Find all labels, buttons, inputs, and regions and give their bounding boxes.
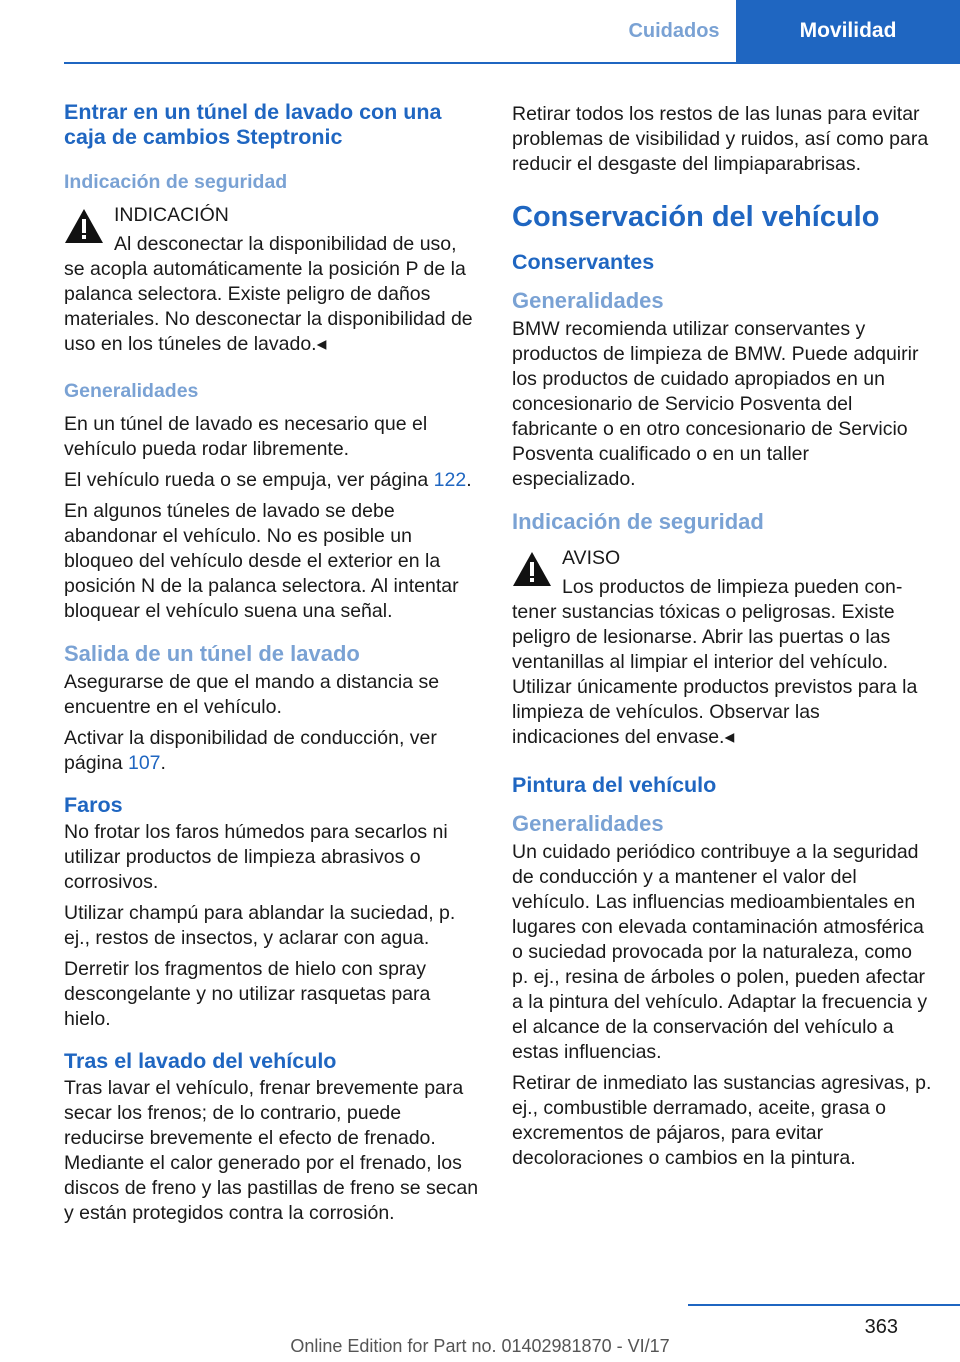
paragraph-windows: Retirar todos los restos de las lunas para evitar problemas de visibilidad y ruidos, así como para reducir el desgaste del limpiaparabrisas.: [512, 103, 929, 175]
warning-triangle-icon: [64, 208, 104, 244]
warning-triangle-icon: [512, 551, 552, 587]
paragraph-aggressive: Retirar de inmediato las sustancias agresivas, p. ej., combustible derramado, aceite, grasa o excrementos de pájaros, para evitar decoloraciones o cambios en la pintura.: [512, 1072, 932, 1169]
paragraph-drive-ready: [64, 726, 480, 776]
paragraph-faros-1: No frotar los faros húmedos para secarlos ni utilizar productos de limpieza abrasivos o corrosivos.: [64, 821, 448, 893]
heading-safety-left: Indicación de seguridad: [64, 171, 288, 193]
warning-label: AVISO: [562, 547, 621, 569]
notice-block: [64, 203, 480, 257]
header-divider: [64, 62, 960, 64]
notice-label: INDICACIÓN: [114, 204, 229, 226]
paragraph-paint-care: Un cuidado periódico contribuye a la seguridad de conducción y a mantener el valor del vehículo. Las influencias medioambientales en lugares con elevada contaminación atmosférica o suciedad provocada por la naturaleza, como p. ej., resina de árboles o polen, pueden afectar a la pintura del vehículo. Adaptar la frecuencia y el alcance de la conservación del vehículo a estas influencias.: [512, 841, 928, 1063]
paragraph-faros-3: Derretir los fragmentos de hielo con spray descongelante y no utilizar rasquetas para hielo.: [64, 958, 431, 1030]
paragraph-bmw-products: BMW recomienda utilizar conservantes y productos de limpieza de BMW. Puede adquirir los productos de cuidado apropiados en un concesionario de Servicio Posventa del fabricante o en otro concesionario de Servicio Posventa cualificado o en un taller especializado.: [512, 318, 919, 490]
paragraph-brakes: Tras lavar el vehículo, frenar brevemente para secar los frenos; de lo contrario, puede reducirse brevemente el efecto de frenado. Mediante el calor generado por el frenado, los discos de freno y las pastillas de freno se secan y están protegidos contra la corrosión.: [64, 1077, 479, 1224]
paragraph-abandon: En algunos túneles de lavado se debe abandonar el vehículo. No es posible un bloqueo del vehículo desde el exterior en la posición N de la palanca selectora. Al intentar bloquear el vehículo suena una señal.: [64, 500, 459, 622]
heading-general-left: Generalidades: [64, 380, 199, 402]
footer-divider: [688, 1304, 960, 1306]
paragraph-roll: En un túnel de lavado es necesario que el vehículo pueda rodar libremente.: [64, 413, 428, 460]
notice-text: se acopla automáticamente la posición P de la palanca selectora. Existe peligro de daños materiales. No desconectar la disponibilidad de uso en los túneles de lavado.◂: [64, 258, 473, 355]
page-header: [0, 0, 960, 62]
paragraph-page-ref: [64, 468, 480, 493]
section-title-steptronic: Entrar en un túnel de lavado con una caja de cambios Steptronic: [64, 100, 442, 149]
page-number: 363: [864, 1316, 898, 1338]
tab-cuidados[interactable]: Cuidados: [628, 19, 720, 42]
warning-text: tener sustancias tóxicas o peligrosas. Existe peligro de lesionarse. Abrir las puertas o las ventanillas al limpiar el interior del vehículo. Utilizar únicamente productos previstos para la limpieza de vehículos. Observar las indicaciones del envase.◂: [512, 601, 918, 748]
page-ref-text: El vehículo rueda o se empuja, ver página: [64, 469, 434, 491]
heading-general-right-2: Generalidades: [512, 811, 664, 836]
warning-block: [512, 546, 932, 600]
heading-safety-right: Indicación de seguridad: [512, 509, 764, 534]
paragraph-remote: Asegurarse de que el mando a distancia se encuentre en el vehículo.: [64, 671, 440, 718]
heading-paint: Pintura del vehículo: [512, 773, 717, 797]
drive-ref-text: Activar la disponibilidad de conducción, ver página: [64, 727, 437, 774]
tab-movilidad[interactable]: Movilidad: [736, 0, 960, 62]
page-link-122[interactable]: 122: [433, 469, 467, 491]
heading-after-wash: Tras el lavado del vehículo: [64, 1049, 337, 1073]
left-column: [64, 100, 480, 1232]
paragraph-faros-2: Utilizar champú para ablandar la suciedad, p. ej., restos de insectos, y aclarar con agua.: [64, 902, 456, 949]
warning-text-first: Los productos de limpieza pueden con-: [562, 576, 903, 598]
heading-general-right-1: Generalidades: [512, 288, 664, 313]
heading-conservantes: Conservantes: [512, 250, 655, 274]
notice-text-first: Al desconectar la disponibilidad de uso,: [114, 233, 457, 255]
right-column: [512, 102, 932, 1177]
drive-ref-end: .: [160, 752, 166, 774]
chapter-title: Conservación del vehículo: [512, 201, 880, 233]
page-link-107[interactable]: 107: [127, 752, 161, 774]
heading-faros: Faros: [64, 793, 123, 817]
page-ref-end: .: [466, 469, 472, 491]
heading-exit-wash: Salida de un túnel de lavado: [64, 641, 360, 666]
edition-footer: Online Edition for Part no. 01402981870 - VI/17: [290, 1336, 670, 1356]
